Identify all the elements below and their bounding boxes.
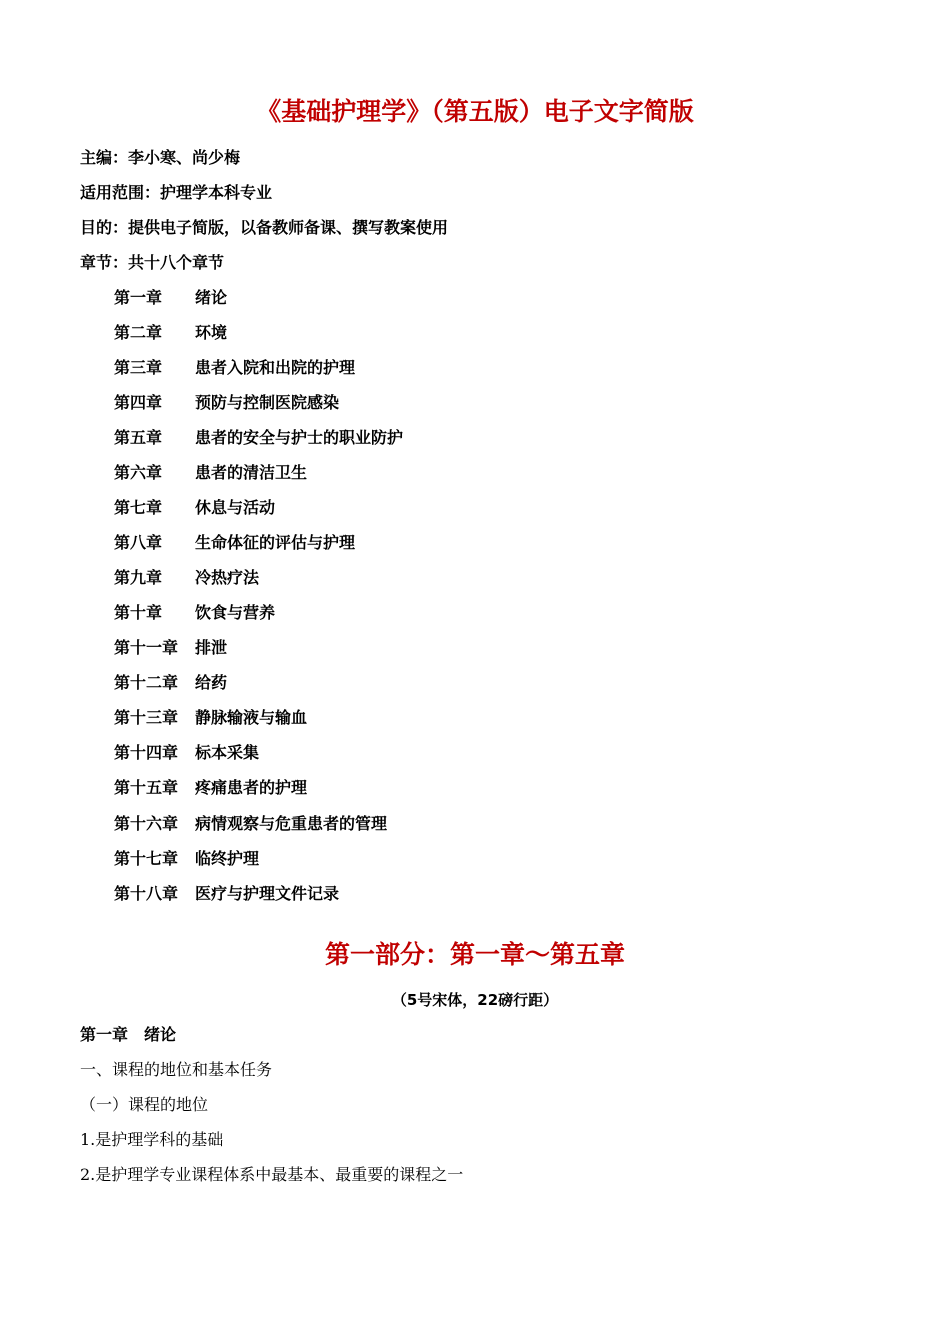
- toc-chapter-name: 患者入院和出院的护理: [195, 358, 356, 377]
- toc-chapter-name: 医疗与护理文件记录: [195, 884, 340, 903]
- toc-chapter-number: 第三章: [114, 358, 163, 377]
- toc-chapter-name: 给药: [195, 673, 228, 692]
- toc-chapter-number: 第五章: [114, 428, 163, 447]
- toc-chapter-name: 标本采集: [195, 743, 260, 762]
- toc-chapter-number: 第九章: [114, 568, 163, 587]
- toc-chapter-name: 临终护理: [195, 849, 260, 868]
- toc-chapter-name: 绪论: [195, 288, 228, 307]
- meta-editors: 主编：李小寒、尚少梅: [80, 148, 241, 167]
- toc-row: [114, 392, 339, 414]
- toc-row: [114, 672, 227, 694]
- body-paragraph: （一）课程的地位: [80, 1095, 209, 1114]
- toc-chapter-name: 休息与活动: [195, 498, 276, 517]
- toc-chapter-number: 第十三章: [114, 708, 179, 727]
- toc-chapter-number: 第十六章: [114, 814, 179, 833]
- toc-chapter-number: 第八章: [114, 533, 163, 552]
- toc-row: [114, 883, 339, 905]
- meta-purpose: 目的：提供电子简版，以备教师备课、撰写教案使用: [80, 218, 449, 237]
- toc-chapter-name: 饮食与营养: [195, 603, 276, 622]
- meta-scope: 适用范围：护理学本科专业: [80, 183, 273, 202]
- toc-row: [114, 532, 355, 554]
- toc-row: [114, 357, 355, 379]
- toc-chapter-name: 预防与控制医院感染: [195, 393, 340, 412]
- chapter-heading-number: 第一章: [80, 1025, 129, 1044]
- toc-chapter-number: 第四章: [114, 393, 163, 412]
- toc-row: [114, 637, 227, 659]
- meta-chapters: 章节：共十八个章节: [80, 253, 225, 272]
- toc-row: [114, 707, 307, 729]
- toc-chapter-number: 第十二章: [114, 673, 179, 692]
- toc-chapter-name: 排泄: [195, 638, 228, 657]
- toc-chapter-number: 第十一章: [114, 638, 179, 657]
- toc-row: [114, 602, 275, 624]
- chapter-heading-name: 绪论: [144, 1025, 177, 1044]
- toc-row: [114, 848, 259, 870]
- chapter-heading: [80, 1024, 176, 1046]
- toc-chapter-name: 冷热疗法: [195, 568, 260, 587]
- document-title: 《基础护理学》（第五版）电子文字简版: [256, 97, 694, 126]
- toc-row: [114, 777, 307, 799]
- body-paragraph: 一、课程的地位和基本任务: [80, 1060, 273, 1079]
- toc-chapter-number: 第六章: [114, 463, 163, 482]
- toc-row: [114, 742, 259, 764]
- toc-chapter-number: 第二章: [114, 323, 163, 342]
- toc-chapter-number: 第十五章: [114, 778, 179, 797]
- toc-chapter-name: 环境: [195, 323, 228, 342]
- toc-chapter-name: 静脉输液与输血: [195, 708, 308, 727]
- toc-chapter-name: 病情观察与危重患者的管理: [195, 814, 388, 833]
- part-note: （5号宋体，22磅行距）: [391, 991, 559, 1009]
- toc-chapter-number: 第十七章: [114, 849, 179, 868]
- toc-row: [114, 462, 307, 484]
- toc-chapter-name: 患者的安全与护士的职业防护: [195, 428, 404, 447]
- body-paragraph: 1.是护理学科的基础: [80, 1130, 224, 1149]
- toc-row: [114, 813, 387, 835]
- toc-chapter-number: 第十章: [114, 603, 163, 622]
- toc-row: [114, 497, 275, 519]
- toc-chapter-name: 患者的清洁卫生: [195, 463, 308, 482]
- body-paragraph: 2.是护理学专业课程体系中最基本、最重要的课程之一: [80, 1165, 464, 1184]
- toc-chapter-name: 生命体征的评估与护理: [195, 533, 356, 552]
- toc-row: [114, 287, 227, 309]
- toc-row: [114, 427, 403, 449]
- toc-row: [114, 322, 227, 344]
- part-title: 第一部分：第一章～第五章: [324, 940, 625, 969]
- toc-chapter-number: 第一章: [114, 288, 163, 307]
- toc-chapter-number: 第七章: [114, 498, 163, 517]
- toc-chapter-name: 疼痛患者的护理: [195, 778, 308, 797]
- toc-row: [114, 567, 259, 589]
- toc-chapter-number: 第十四章: [114, 743, 179, 762]
- toc-chapter-number: 第十八章: [114, 884, 179, 903]
